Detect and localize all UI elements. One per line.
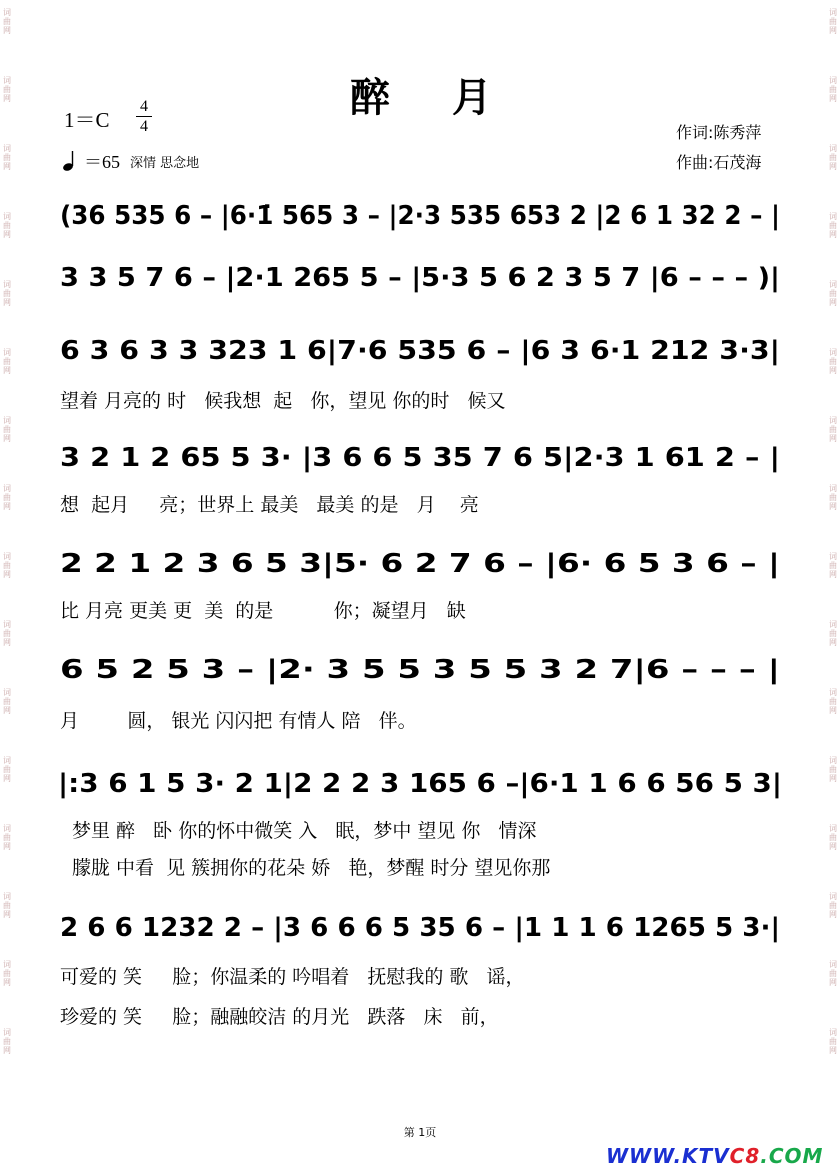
lyric-line: 比 月亮 更美 更 美 的是 你；凝望月 缺 [60, 600, 466, 622]
watermark-text: 词 曲 网 [3, 416, 11, 443]
watermark-text: 词 曲 网 [3, 892, 11, 919]
notes-text: 2 2 1 2 3 6 5 3|5· 6 2 7 6 – |6· 6 5 3 6 – | [60, 549, 780, 579]
watermark-text: 词 曲 网 [3, 212, 11, 239]
notes-text: 3 2 1 2 65 5 3· |3 6 6 5 35 7 6 5|2·3 1 61 2 – | [60, 443, 780, 473]
watermark-text: 词 曲 网 [829, 348, 837, 375]
expression-text: 深情 思念地 [130, 155, 200, 171]
notation-line [0, 325, 840, 385]
score-line [0, 432, 840, 492]
watermark-text: 词 曲 网 [829, 756, 837, 783]
watermark-text: 词 曲 网 [3, 144, 11, 171]
lyric-line: 珍爱的 笑 脸；融融皎洁 的月光 跌落 床 前， [60, 1006, 499, 1028]
lyric-line: 可爱的 笑 脸；你温柔的 吟唱着 抚慰我的 歌 谣， [60, 966, 525, 988]
quarter-note-icon [62, 150, 82, 172]
watermark-text: 词 曲 网 [3, 620, 11, 647]
watermark-text: 词 曲 网 [829, 620, 837, 647]
watermark-text: 词 曲 网 [829, 1028, 837, 1055]
watermark-text: 词 曲 网 [829, 892, 837, 919]
watermark-text: 词 曲 网 [829, 212, 837, 239]
watermark-text: 词 曲 网 [829, 144, 837, 171]
watermark-text: 词 曲 网 [829, 416, 837, 443]
watermark-text: 词 曲 网 [3, 756, 11, 783]
notation-line [0, 902, 840, 962]
notation-line [0, 644, 840, 704]
notes-text: 2 6 6 1232 2 – |3 6 6 6 5 35 6 – |1 1 1 6 1265 5 3·| [60, 913, 780, 943]
watermark-text: 词 曲 网 [829, 8, 837, 35]
time-signature-top: 4 [140, 98, 148, 115]
score-header [0, 0, 840, 180]
score-line [0, 538, 840, 598]
lyric-line: 梦里 醉 卧 你的怀中微笑 入 眠，梦中 望见 你 情深 [72, 820, 537, 842]
song-title: 醉 月 [350, 74, 516, 121]
credits [676, 118, 761, 178]
notation-line [0, 758, 840, 818]
lyric-line: 朦胧 中看 见 簇拥你的花朵 娇 艳，梦醒 时分 望见你那 [72, 857, 551, 879]
score-line [0, 758, 840, 818]
composer: 作曲:石茂海 [676, 153, 762, 172]
watermark-text: 词 曲 网 [829, 688, 837, 715]
watermark-text: 词 曲 网 [829, 824, 837, 851]
notation-line [0, 190, 840, 250]
time-signature [136, 98, 152, 135]
notes-text: (36 535 6 – |6·1̇ 565 3 – |2·3 535 653 2 |2 6 1 32 2 – | [60, 201, 780, 231]
notation-line [0, 432, 840, 492]
watermark-text: 词 曲 网 [3, 552, 11, 579]
watermark-text: 词 曲 网 [3, 960, 11, 987]
watermark-text: 词 曲 网 [829, 280, 837, 307]
watermark-text: 词 曲 网 [3, 1028, 11, 1055]
watermark-text: 词 曲 网 [829, 76, 837, 103]
site-logo-part: .COM [760, 1144, 824, 1168]
watermark-text: 词 曲 网 [3, 76, 11, 103]
lyric-line: 望着 月亮的 时 候我想 起 你，望见 你的时 候又 [60, 390, 506, 412]
watermark-text: 词 曲 网 [829, 960, 837, 987]
score-line [0, 902, 840, 962]
notes-text: 3 3 5 7 6 – |2·1 265 5 – |5·3 5 6 2 3 5 7 |6 – – – )| [60, 263, 780, 293]
watermark-text: 词 曲 网 [3, 8, 11, 35]
lyric-line: 月 圆， 银光 闪闪把 有情人 陪 伴。 [60, 710, 417, 732]
tempo-value: ＝65 [84, 152, 120, 172]
key-signature: 1＝C [64, 108, 110, 132]
score-line [0, 325, 840, 385]
site-logo [606, 1144, 823, 1168]
watermark-text: 词 曲 网 [829, 552, 837, 579]
notes-text: 6 3 6 3 3 323 1 6|7·6 535 6 – |6 3 6·1 212 3·3| [60, 336, 780, 366]
watermark-text: 词 曲 网 [3, 484, 11, 511]
notes-text: 6 5 2 5 3 – |2· 3 5 5 3 5 5 3 2 7|6 – – – | [60, 655, 780, 685]
notes-text: |:3 6 1 5 3· 2 1|2 2 2 3 165 6 –|6·1 1 6 6 56 5 3| [58, 769, 782, 799]
score-line [0, 252, 840, 312]
site-logo-part: WWW.KTV [606, 1144, 730, 1168]
score-line [0, 190, 840, 250]
site-logo-part: C8 [729, 1144, 761, 1168]
watermark-text: 词 曲 网 [3, 348, 11, 375]
watermark-text: 词 曲 网 [3, 688, 11, 715]
notation-line [0, 252, 840, 312]
watermark-text: 词 曲 网 [3, 280, 11, 307]
lyricist: 作词:陈秀萍 [676, 123, 762, 142]
lyric-line: 想 起月 亮；世界上 最美 最美 的是 月 亮 [60, 494, 479, 516]
notation-line [0, 538, 840, 598]
time-signature-bottom: 4 [140, 118, 148, 135]
watermark-text: 词 曲 网 [3, 824, 11, 851]
tempo-marking [62, 148, 199, 174]
score-line [0, 644, 840, 704]
watermark-text: 词 曲 网 [829, 484, 837, 511]
page-number: 第 1页 [403, 1126, 437, 1139]
